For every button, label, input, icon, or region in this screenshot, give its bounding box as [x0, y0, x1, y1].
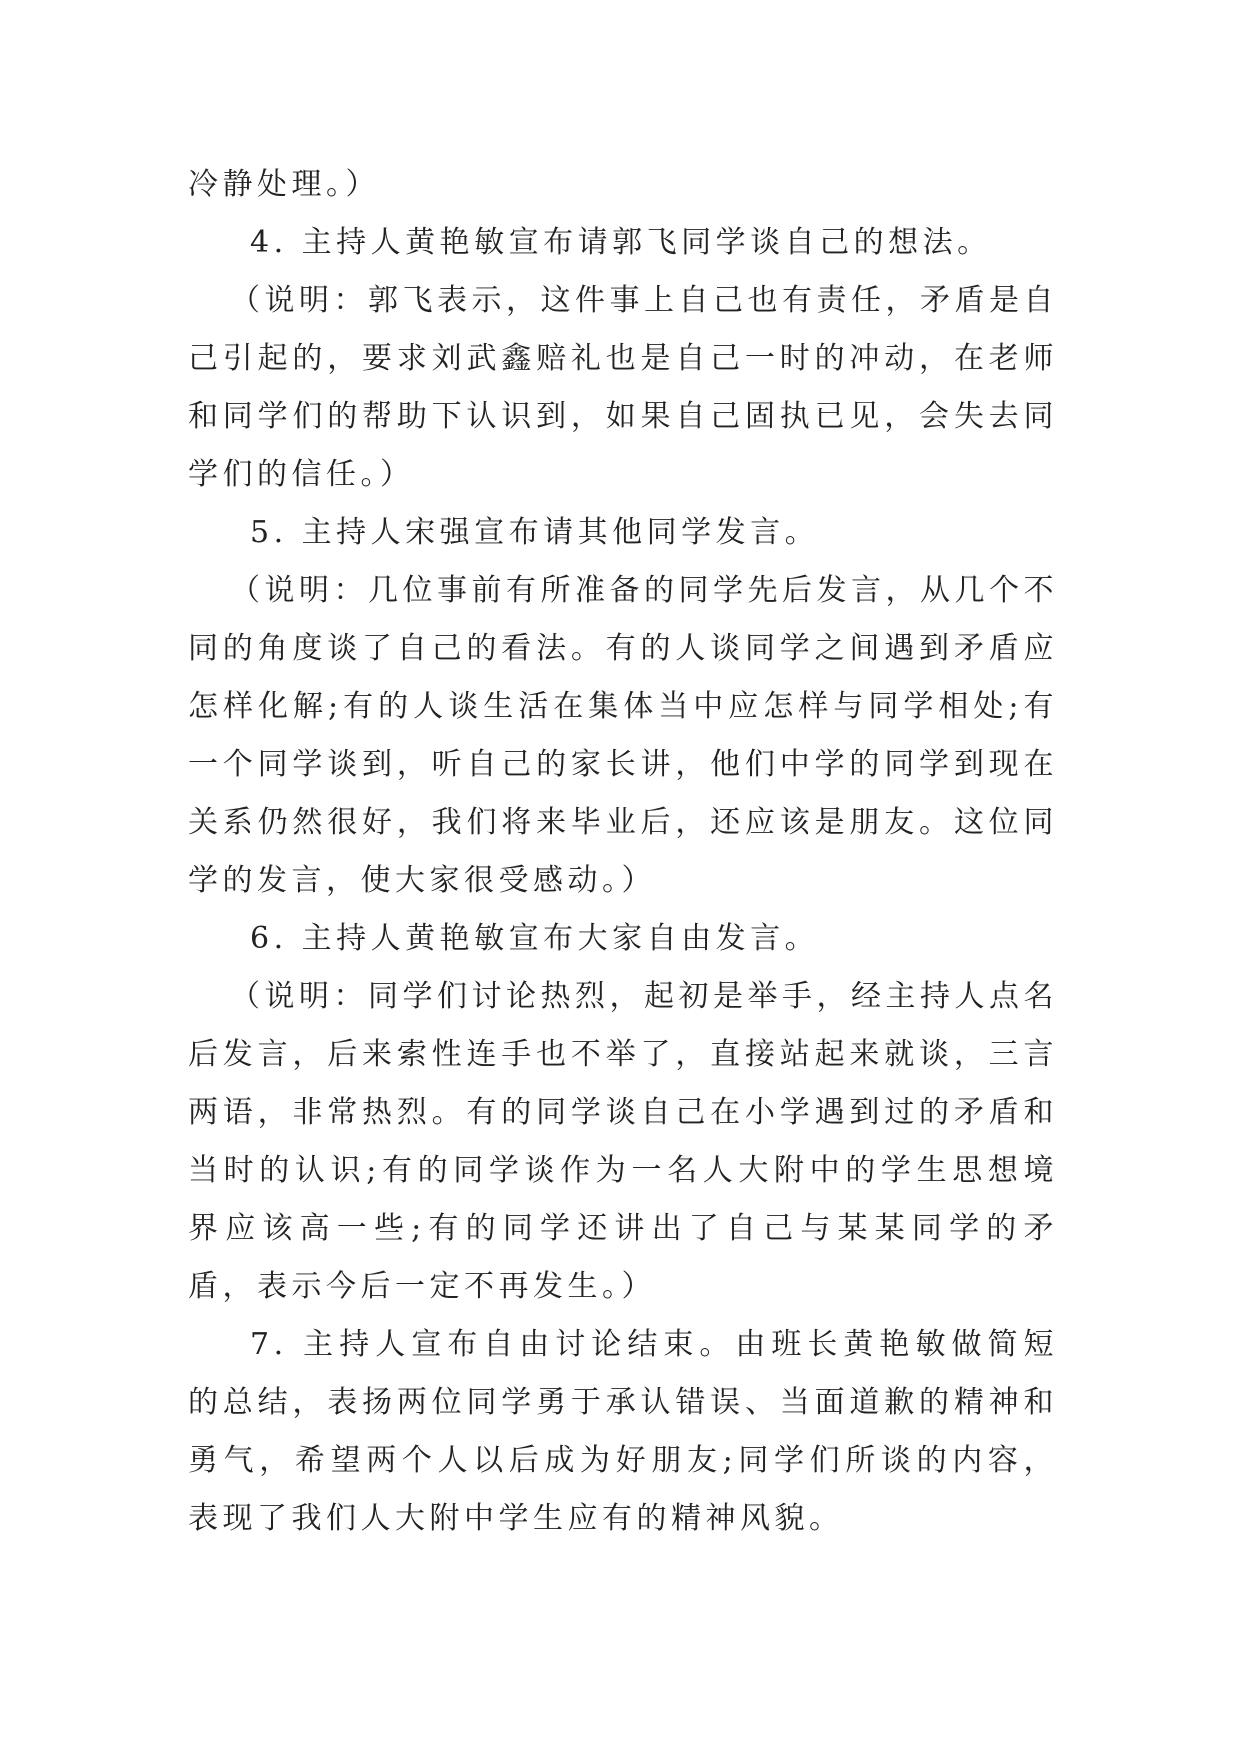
paragraph-continuation: 冷静处理。）: [188, 167, 380, 202]
paragraph-note-5: （说明：几位事前有所准备的同学先后发言，从几个不同的角度谈了自己的看法。有的人谈同学之间遇到矛盾应怎样化解;有的人谈生活在集体当中应怎样与同学相处;有一个同学谈到，听自己的家长讲，他们中学的同学到现在关系仍然很好，我们将来毕业后，还应该是朋友。这位同学的发言，使大家很受感动。）: [188, 573, 1058, 898]
document-body: [188, 156, 1058, 1548]
paragraph-note-6: （说明：同学们讨论热烈，起初是举手，经主持人点名后发言，后来索性连手也不举了，直接站起来就谈，三言两语，非常热烈。有的同学谈自己在小学遇到过的矛盾和当时的认识;有的同学谈作为一名人大附中的学生思想境界应该高一些;有的同学还讲出了自己与某某同学的矛盾，表示今后一定不再发生。）: [188, 979, 1058, 1304]
paragraph-item-6: 6. 主持人黄艳敏宣布大家自由发言。: [250, 921, 820, 956]
paragraph-item-4: 4. 主持人黄艳敏宣布请郭飞同学谈自己的想法。: [250, 225, 992, 260]
paragraph-item-5: 5. 主持人宋强宣布请其他同学发言。: [250, 515, 820, 550]
paragraph-note-4: （说明：郭飞表示，这件事上自己也有责任，矛盾是自己引起的，要求刘武鑫赔礼也是自己一时的冲动，在老师和同学们的帮助下认识到，如果自己固执已见，会失去同学们的信任。）: [188, 283, 1058, 492]
paragraph-item-7: 7. 主持人宣布自由讨论结束。由班长黄艳敏做简短的总结，表扬两位同学勇于承认错误、当面道歉的精神和勇气，希望两个人以后成为好朋友;同学们所谈的内容，表现了我们人大附中学生应有的精神风貌。: [188, 1327, 1058, 1536]
